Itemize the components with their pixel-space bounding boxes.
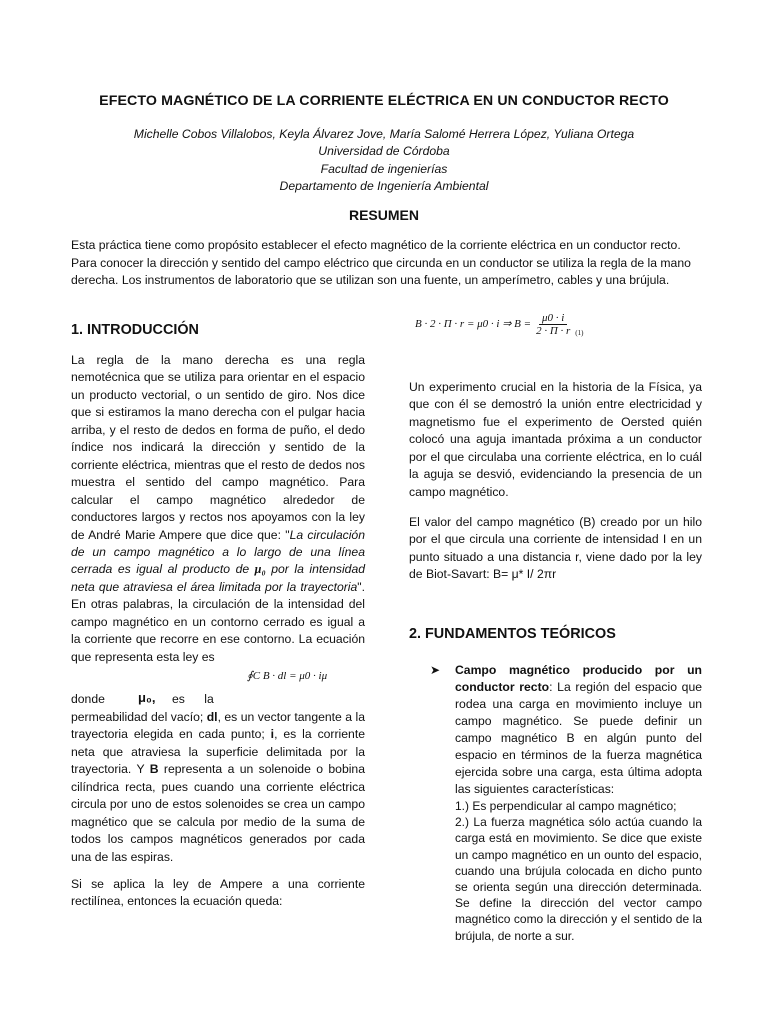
affiliation-university: Universidad de Córdoba bbox=[318, 144, 450, 159]
donde-label: donde bbox=[71, 692, 105, 706]
equation-lhs: B · 2 · Π · r = μ0 · i ⇒ B = bbox=[415, 318, 532, 331]
ampere-quote-part-1: La circulación de un campo magnético a lo largo de una línea cerrada es igual al producto de bbox=[71, 527, 365, 577]
section-heading-introduccion: 1. INTRODUCCIÓN bbox=[71, 322, 199, 338]
intro-text: La regla de la mano derecha es una regla nemotécnica que se utiliza para orientar en el espacio un producto vectorial, o un sentido de giro. Nos dice que si estiramos la mano derecha con el pulgar hacia arriba, y el resto de dedos en forma de puño, el dedo índice nos indicará la dirección y sentido de la corriente eléctrica, mientras que el resto de dedos nos muestra el sentido del campo magnético. Para calcular el campo magnético alrededor de conductores largos y rectos nos apoyamos con la ley de André Marie Ampere que dice que: " bbox=[71, 353, 365, 542]
es-la-label: es la bbox=[172, 692, 214, 706]
bullet-paragraph bbox=[455, 662, 702, 798]
characteristic-2: 2.) La fuerza magnética sólo actúa cuando la carga está en movimiento. Se dice que existe un campo magnético en un ounto del espacio, cuando una brújula colocada en dicho punto se orienta según una dirección determinada. Se define la dirección del vector campo magnético como la dirección y el sentido de la brújula, de norte a sur. bbox=[455, 815, 702, 943]
equation-number: (1) bbox=[575, 329, 584, 338]
affiliation-faculty: Facultad de ingenierías bbox=[320, 161, 448, 176]
paper-title: EFECTO MAGNÉTICO DE LA CORRIENTE ELÉCTRICA EN UN CONDUCTOR RECTO bbox=[99, 93, 669, 109]
section-heading-fundamentos: 2. FUNDAMENTOS TEÓRICOS bbox=[409, 626, 616, 642]
intro-paragraph-2 bbox=[71, 709, 365, 866]
intro-paragraph-1 bbox=[71, 352, 365, 666]
biot-savart-paragraph: El valor del campo magnético (B) creado por un hilo por el que circula una corriente de intensidad I en un punto situado a una distancia r, viene dado por la ley de Biot-Savart: B= μ* I/ 2πr bbox=[409, 515, 702, 582]
solenoid-text: representa a un solenoide o bobina cilíndrica recta, pues cuando una corriente eléctrica circula por uno de estos solenoides se crea un campo magnético que se calcula por medio de la suma de todos los campos magnéticos generados por cada una de las espiras. bbox=[71, 762, 365, 864]
i-symbol: i bbox=[270, 727, 275, 742]
current-text: , es la corriente neta que atraviesa la superficie delimitada por la trayectoria. Y bbox=[71, 727, 365, 777]
intro-paragraph-3: Si se aplica la ley de Ampere a una corriente rectilínea, entonces la ecuación queda: bbox=[71, 877, 365, 909]
permeability-text: permeabilidad del vacío; bbox=[71, 710, 207, 724]
abstract-heading: RESUMEN bbox=[348, 207, 419, 223]
bullet-description: : La región del espacio que rodea una carga en movimiento incluye un campo magnético. Se puede definir un campo magnético B en algún punto del espacio en términos de la fuerza magnética ejercida sobre una carga, esta última adopta las siguientes características: bbox=[455, 680, 703, 796]
intro-text-continued: ". En otras palabras, la circulación de la intensidad del campo magnético en un contorno cerrado es igual a la corriente que recorre en ese contorno. La ecuación que representa esta ley es bbox=[71, 579, 365, 664]
equation-denominator: 2 · Π · r bbox=[536, 325, 571, 337]
tangent-text: , es un vector tangente a la trayectoria elegida en cada punto; bbox=[71, 710, 366, 742]
mu-zero-symbol: μ₀ bbox=[254, 562, 266, 577]
oersted-paragraph: Un experimento crucial en la historia de la Física, ya que con él se demostró la unión entre electricidad y magnetismo fue el experimento de Oersted quién colocó una aguja imantada próxima a un conductor por el que circulaba una corriente eléctrica, en lo cuál la aguja se desvió, evidenciando la presencia de un campo magnético. bbox=[409, 380, 702, 499]
bullet-item-campo-magnetico bbox=[430, 662, 702, 944]
b-symbol: B bbox=[149, 762, 159, 777]
arrow-bullet-icon: ➤ bbox=[430, 663, 441, 677]
author-names: Michelle Cobos Villalobos, Keyla Álvarez Jove, María Salomé Herrera López, Yuliana Ortega bbox=[133, 127, 635, 141]
characteristic-1: 1.) Es perpendicular al campo magnético; bbox=[455, 799, 677, 813]
bullet-content bbox=[455, 662, 702, 944]
ampere-equation: ∮C B · dl = μ0 · iμ bbox=[247, 670, 328, 682]
equation-fraction bbox=[533, 312, 573, 337]
biot-savart-equation bbox=[415, 312, 583, 337]
bullet-title: Campo magnético producido por un conductor recto bbox=[455, 663, 702, 694]
affiliation-department: Departamento de Ingeniería Ambiental bbox=[279, 178, 489, 193]
abstract-text: Esta práctica tiene como propósito establecer el efecto magnético de la corriente eléctrica en un conductor recto. Para conocer la dirección y sentido del campo eléctrico que circunda en un conductor se utiliza la regla de la mano derecha. Los instrumentos de laboratorio que se utilizan son una fuente, un amperímetro, cables y una brújula. bbox=[71, 238, 691, 287]
equation-numerator: μ0 · i bbox=[539, 312, 567, 325]
mu-zero-label: μ₀, bbox=[138, 690, 156, 705]
ampere-quote-part-2: por la intensidad neta que atraviesa el área limitada por la trayectoria bbox=[71, 562, 365, 594]
dl-symbol: dl bbox=[206, 710, 218, 724]
author-block bbox=[0, 126, 768, 195]
